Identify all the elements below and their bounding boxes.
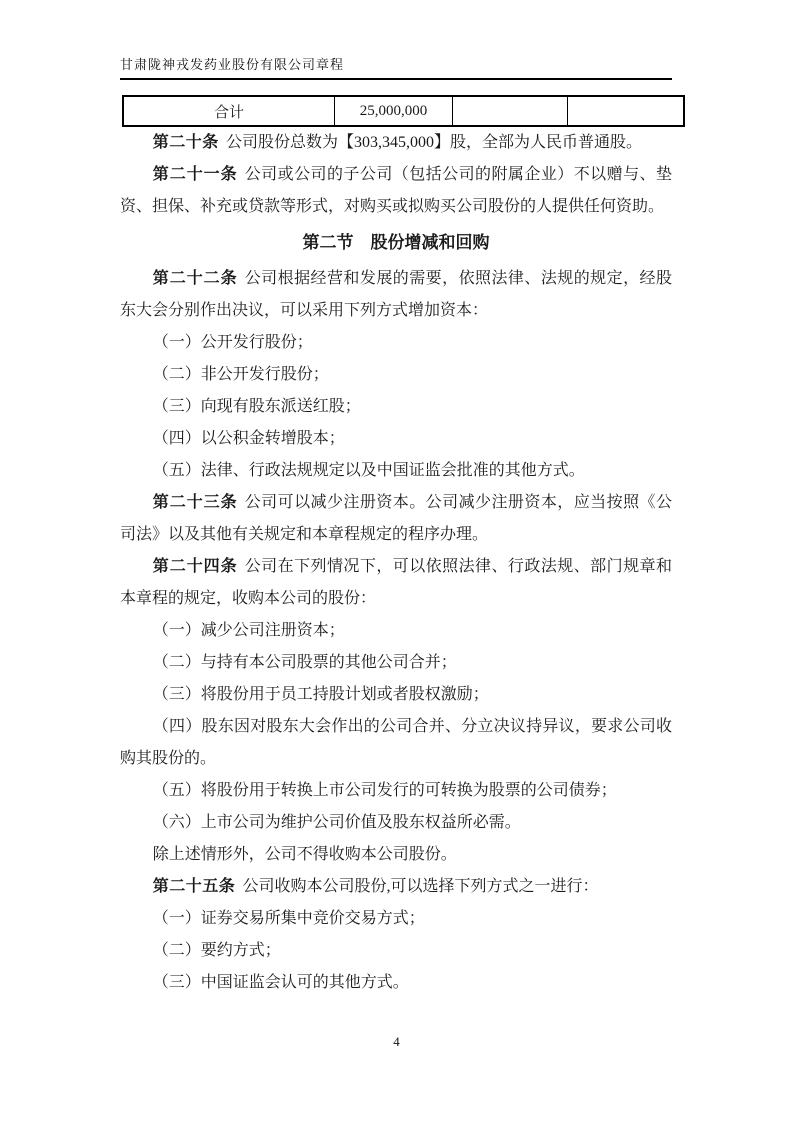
list-item-text: （五）将股份用于转换上市公司发行的可转换为股票的公司债券；: [152, 782, 617, 799]
list-item-text: （四）以公积金转增股本；: [152, 430, 345, 447]
list-item: [120, 455, 672, 487]
list-item-text: （一）减少公司注册资本；: [152, 622, 345, 639]
article-21-paragraph: [120, 159, 672, 223]
page-number: 4: [393, 1034, 400, 1049]
table-cell-empty-1: [453, 96, 568, 126]
article-24-text: 公司在下列情况下，可以依照法律、行政法规、部门规章和本章程的规定，收购本公司的股份：: [120, 558, 672, 607]
list-item-text: （三）中国证监会认可的其他方式。: [152, 974, 409, 991]
list-item: [120, 967, 672, 999]
list-item-text: （四）股东因对股东大会作出的公司合并、分立决议持异议，要求公司收购其股份的。: [120, 718, 672, 767]
table-cell-total-label: 合计: [123, 96, 335, 126]
list-item: [120, 711, 672, 775]
article-24-number: 第二十四条: [152, 558, 238, 575]
list-item: [120, 903, 672, 935]
table-row: [123, 96, 684, 126]
list-item-text: （六）上市公司为维护公司价值及股东权益所必需。: [152, 814, 521, 831]
page-header: [120, 54, 672, 80]
article-23-text: 公司可以减少注册资本。公司减少注册资本，应当按照《公司法》以及其他有关规定和本章程规定的程序办理。: [120, 494, 672, 543]
list-item: [120, 327, 672, 359]
article-21-text: 公司或公司的子公司（包括公司的附属企业）不以赠与、垫资、担保、补充或贷款等形式，对购买或拟购买公司股份的人提供任何资助。: [120, 166, 672, 215]
list-item-text: （二）非公开发行股份；: [152, 366, 329, 383]
closing-paragraph: [120, 839, 672, 871]
list-item-text: （二）与持有本公司股票的其他公司合并；: [152, 654, 457, 671]
article-24-paragraph: [120, 551, 672, 615]
section-2-heading: 第二节 股份增减和回购: [302, 233, 490, 252]
list-item: [120, 647, 672, 679]
list-item-text: （三）向现有股东派送红股；: [152, 398, 361, 415]
list-item-text: （一）公开发行股份；: [152, 334, 313, 351]
table-cell-total-value: 25,000,000: [335, 96, 453, 126]
list-item: [120, 359, 672, 391]
list-item-text: （一）证券交易所集中竞价交易方式；: [152, 910, 425, 927]
document-title: 甘肃陇神戎发药业股份有限公司章程: [120, 57, 345, 72]
list-item-text: （二）要约方式；: [152, 942, 281, 959]
article-20-paragraph: [120, 127, 672, 159]
article-22-paragraph: [120, 263, 672, 327]
article-25-paragraph: [120, 871, 672, 903]
article-21-number: 第二十一条: [152, 166, 238, 183]
list-item: [120, 679, 672, 711]
article-23-paragraph: [120, 487, 672, 551]
article-20-text: 公司股份总数为【303,345,000】股，全部为人民币普通股。: [226, 134, 643, 151]
document-body: [120, 127, 672, 999]
article-22-number: 第二十二条: [152, 270, 238, 287]
list-item: [120, 807, 672, 839]
article-20-number: 第二十条: [152, 134, 219, 151]
share-capital-table: [122, 95, 685, 127]
article-25-text: 公司收购本公司股份,可以选择下列方式之一进行：: [242, 878, 599, 895]
list-item-text: （三）将股份用于员工持股计划或者股权激励；: [152, 686, 489, 703]
article-25-number: 第二十五条: [152, 878, 236, 895]
list-item: [120, 391, 672, 423]
list-item: [120, 935, 672, 967]
list-item-text: （五）法律、行政法规规定以及中国证监会批准的其他方式。: [152, 462, 585, 479]
list-item: [120, 423, 672, 455]
table-cell-empty-2: [568, 96, 685, 126]
list-item: [120, 775, 672, 807]
article-23-number: 第二十三条: [152, 494, 238, 511]
list-item: [120, 615, 672, 647]
article-22-text: 公司根据经营和发展的需要，依照法律、法规的规定，经股东大会分别作出决议，可以采用下列方式增加资本：: [120, 270, 672, 319]
closing-paragraph-text: 除上述情形外，公司不得收购本公司股份。: [152, 846, 457, 863]
